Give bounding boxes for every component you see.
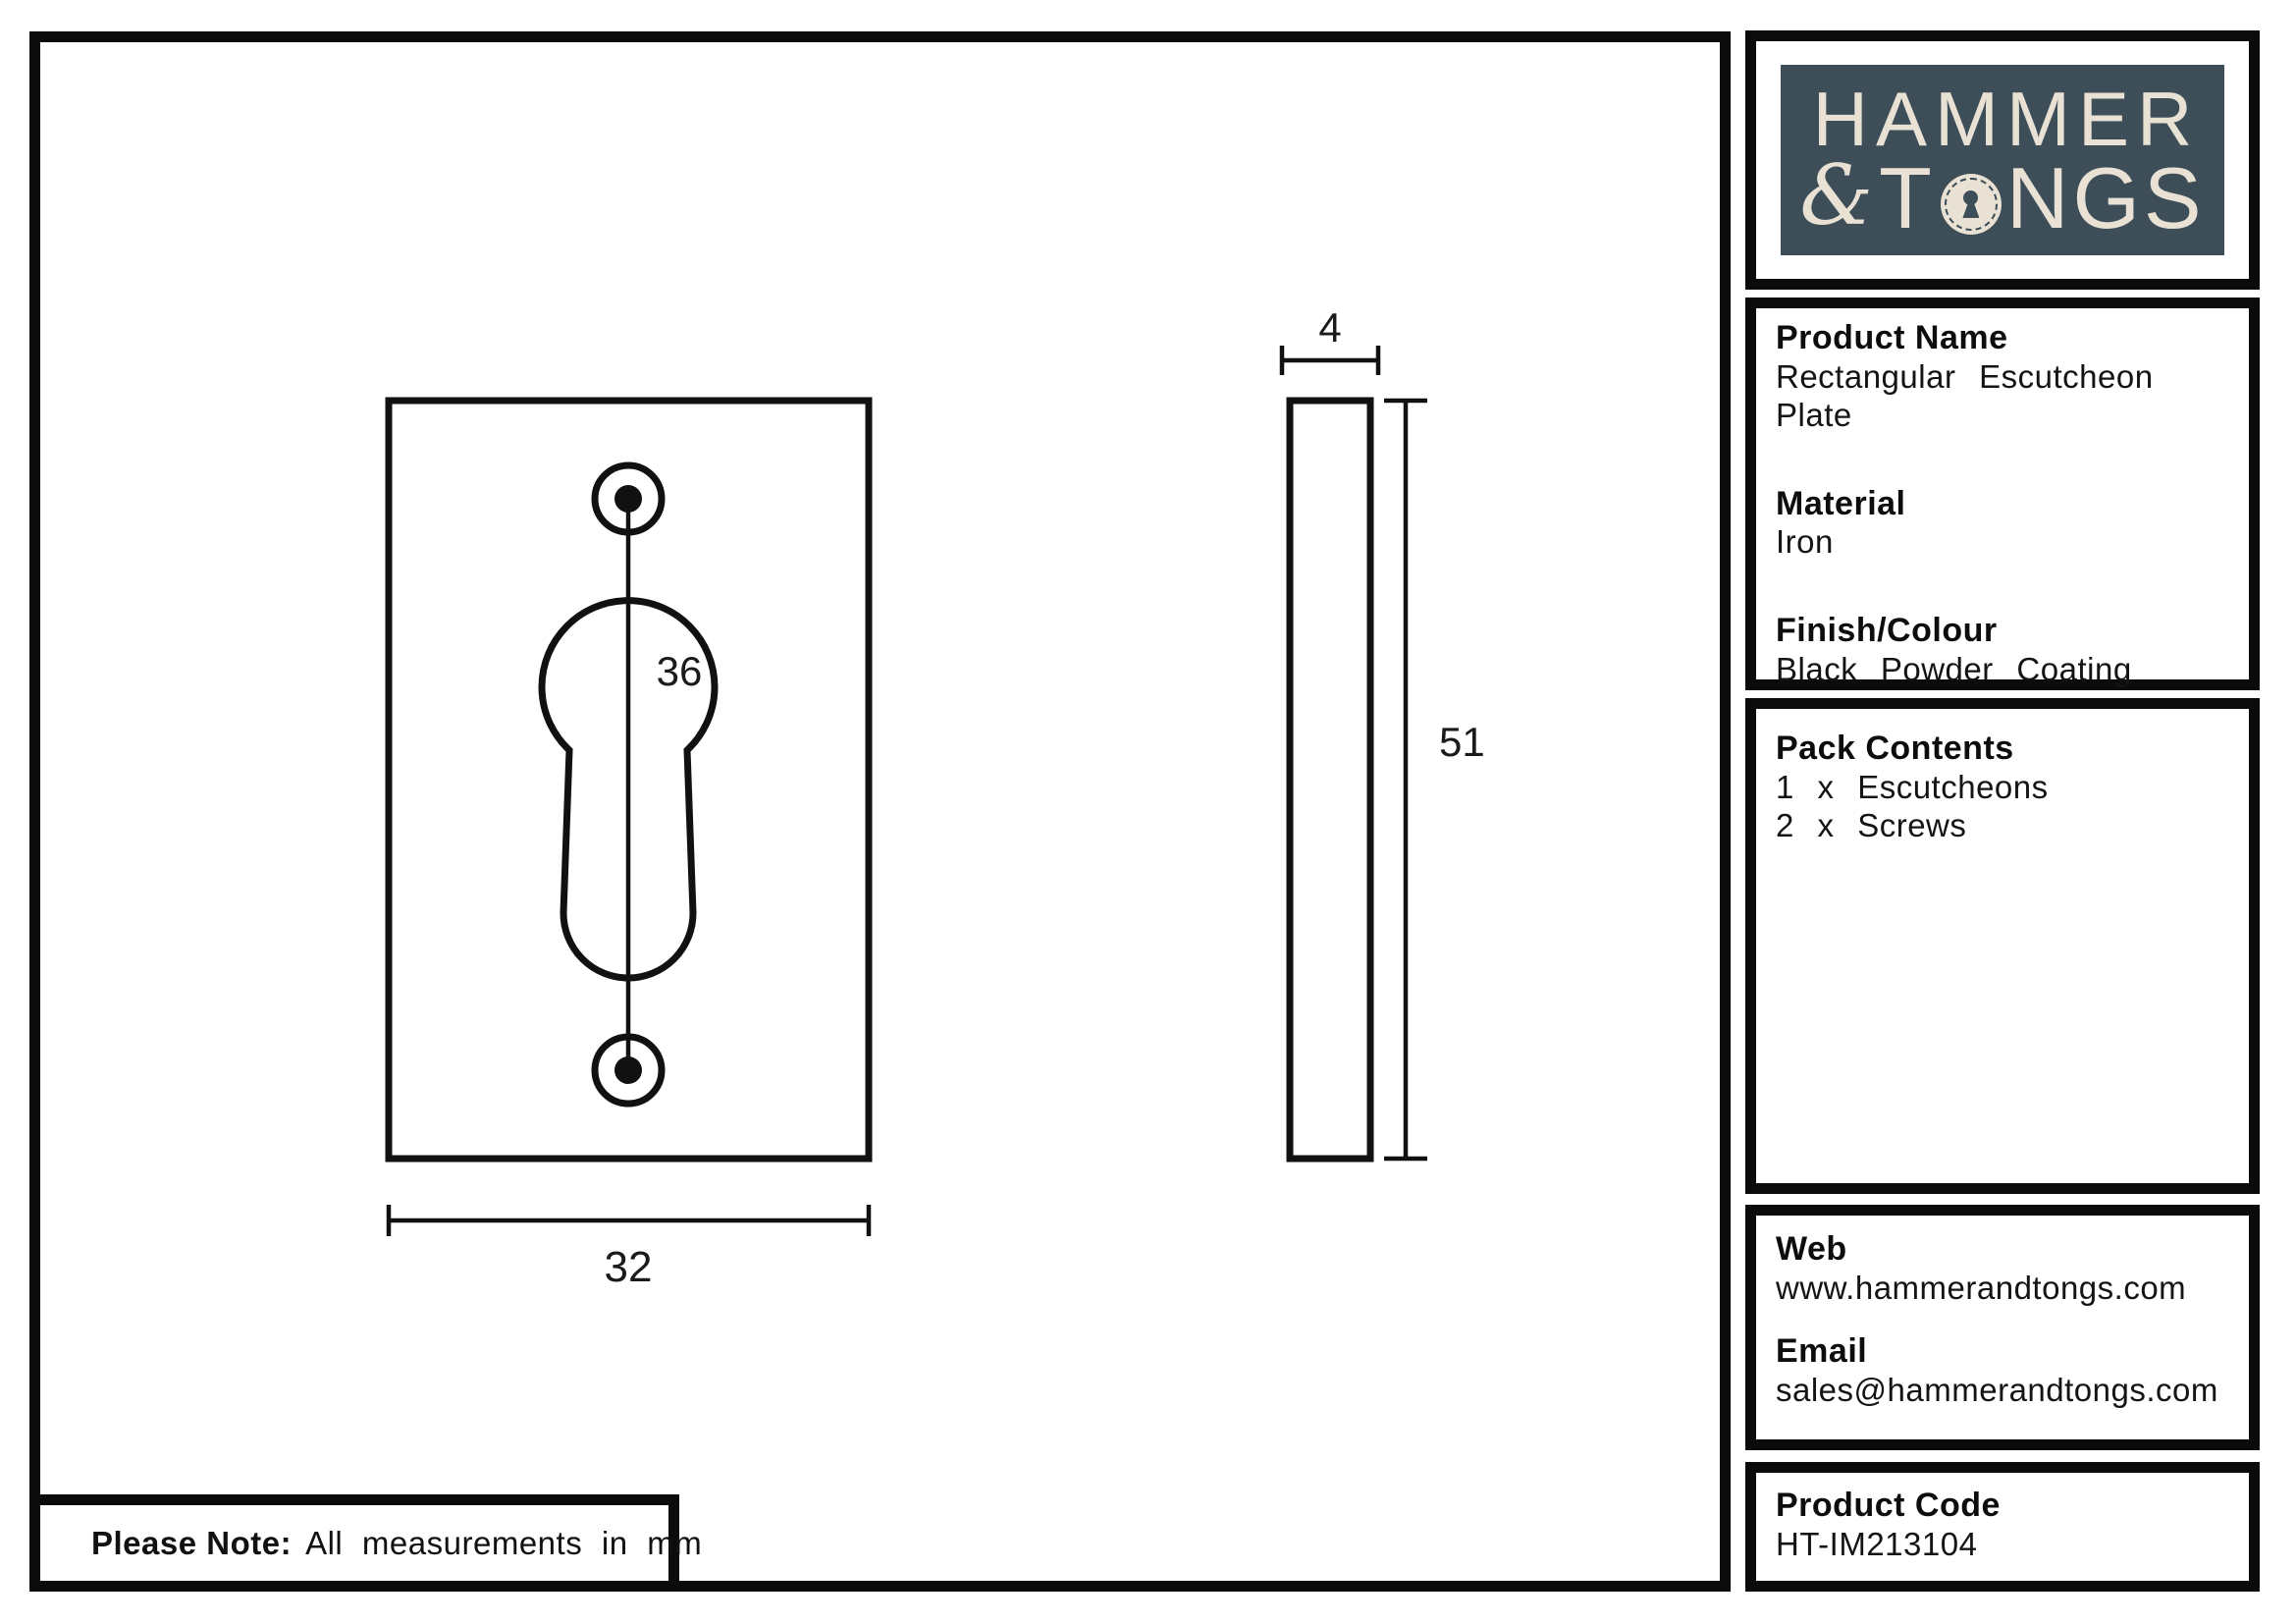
product-name-field (1776, 318, 2229, 435)
material-value: Iron (1776, 523, 1834, 561)
keyhole-stem (1962, 203, 1979, 218)
product-code-label: Product Code (1776, 1487, 2001, 1524)
keyhole-icon (1941, 174, 2002, 235)
please-note-box (29, 1494, 703, 1592)
logo-letters-ngs: NGS (2005, 149, 2206, 247)
web-value: www.hammerandtongs.com (1776, 1269, 2187, 1306)
finish-value: Black Powder Coating (1776, 651, 2132, 688)
side-view (1282, 304, 1485, 1159)
product-info-box (1745, 298, 2260, 690)
web-label: Web (1776, 1230, 1847, 1268)
email-field (1776, 1331, 2229, 1410)
dimension-width-label: 32 (604, 1243, 653, 1291)
material-field (1776, 484, 2229, 563)
product-name-value: Rectangular Escutcheon Plate (1776, 357, 2154, 433)
web-field (1776, 1229, 2229, 1308)
product-name-label: Product Name (1776, 319, 2008, 356)
finish-field (1776, 611, 2229, 689)
dimension-height (1384, 401, 1427, 1159)
pack-item: 1 x Escutcheons (1776, 768, 2049, 805)
pack-contents-box (1745, 698, 2260, 1194)
product-code-value: HT-IM213104 (1776, 1525, 1978, 1562)
material-label: Material (1776, 484, 1906, 522)
keyhole-circle (1963, 190, 1978, 205)
logo-word-hammer: HAMMER (1812, 76, 2201, 163)
front-view (389, 401, 869, 1291)
dimension-thickness-label: 4 (1318, 304, 1342, 351)
logo-word-tongs (1799, 147, 2206, 247)
dimension-height-label: 51 (1439, 719, 1485, 765)
logo-box (1745, 30, 2260, 290)
product-code-box (1745, 1462, 2260, 1592)
hammer-and-tongs-logo (1781, 65, 2224, 255)
please-note-label: Please Note: (91, 1524, 293, 1561)
please-note-text: All measurements in mm (305, 1524, 703, 1561)
email-label: Email (1776, 1331, 1868, 1370)
email-value: sales@hammerandtongs.com (1776, 1371, 2218, 1408)
pack-item: 2 x Screws (1776, 806, 1967, 843)
logo-ampersand: & (1799, 147, 1874, 244)
finish-label: Finish/Colour (1776, 612, 1998, 650)
contact-box (1745, 1205, 2260, 1450)
technical-drawing (29, 31, 1731, 1592)
dimension-width (389, 1205, 869, 1236)
logo-letter-t: T (1879, 149, 1936, 247)
pack-contents-label: Pack Contents (1776, 730, 2014, 767)
plate-side-outline (1290, 401, 1370, 1159)
dimension-keyhole-label: 36 (656, 648, 703, 694)
